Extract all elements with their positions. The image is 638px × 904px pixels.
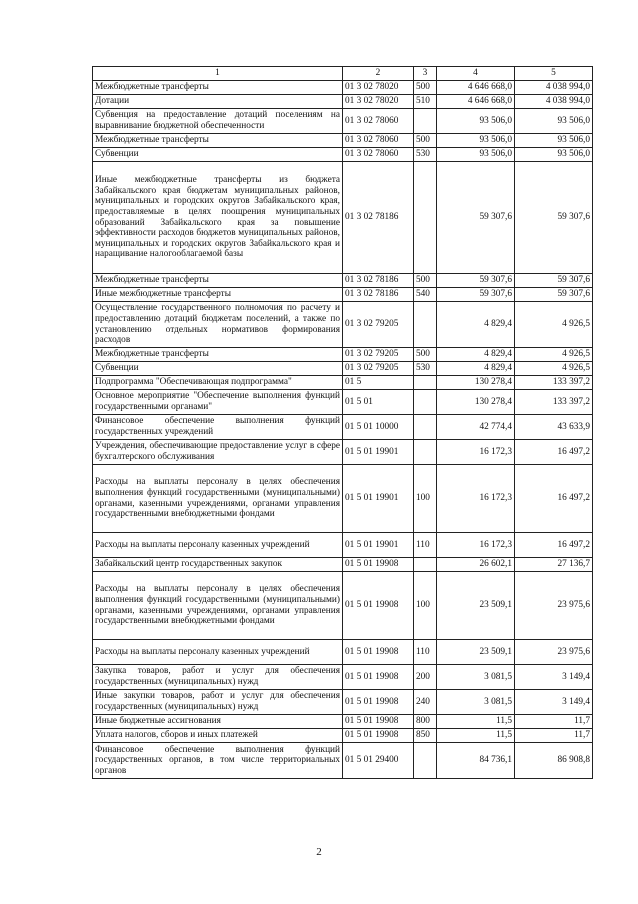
row-vr: 200 [414,665,437,690]
row-value-4: 16 172,3 [437,440,515,465]
row-value-4: 93 506,0 [437,109,515,134]
row-value-5: 3 149,4 [515,690,593,715]
row-code: 01 5 01 19908 [343,729,414,743]
row-value-5: 86 908,8 [515,743,593,779]
header-cell-4: 4 [437,67,515,81]
row-value-4: 4 646 668,0 [437,95,515,109]
row-value-5: 23 975,6 [515,572,593,640]
row-value-5: 93 506,0 [515,148,593,162]
row-name: Иные бюджетные ассигнования [93,715,343,729]
header-cell-5: 5 [515,67,593,81]
row-name: Осуществление государственного полномочия по расчету и предоставлению дотаций бюджетам поселений, а также по установлению отдельных нормативов формирования расходов [93,302,343,348]
row-code: 01 3 02 79205 [343,302,414,348]
row-value-4: 4 829,4 [437,362,515,376]
table-row [93,362,593,376]
row-value-5: 59 307,6 [515,288,593,302]
row-value-5: 4 926,5 [515,348,593,362]
table-row [93,109,593,134]
row-value-4: 11,5 [437,715,515,729]
table-row [93,558,593,572]
row-value-4: 59 307,6 [437,162,515,274]
row-code: 01 3 02 78020 [343,95,414,109]
row-vr [414,109,437,134]
row-name: Иные межбюджетные трансферты из бюджета Забайкальского края бюджетам муниципальных районов, муниципальных и городских округов Забайкальского края, предоставляемые в целях поощрения муниципальных образований Забайкальского края за повышение эффективности расходов бюджетов муниципальных районов, муниципальных и городских округов Забайкальского края и наращивание налогооблагаемой базы [93,162,343,274]
row-code: 01 5 01 29400 [343,743,414,779]
row-name: Закупка товаров, работ и услуг для обеспечения государственных (муниципальных) нужд [93,665,343,690]
row-vr [414,390,437,415]
row-vr: 500 [414,348,437,362]
row-code: 01 5 01 19901 [343,465,414,533]
table-row [93,572,593,640]
row-name: Дотации [93,95,343,109]
row-value-4: 16 172,3 [437,465,515,533]
table-body [93,67,593,779]
row-vr [414,558,437,572]
row-code: 01 5 01 19908 [343,640,414,665]
table-row [93,288,593,302]
table-row [93,440,593,465]
table-row [93,665,593,690]
row-name: Иные закупки товаров, работ и услуг для обеспечения государственных (муниципальных) нужд [93,690,343,715]
row-name: Межбюджетные трансферты [93,134,343,148]
row-code: 01 3 02 78060 [343,134,414,148]
row-value-5: 4 926,5 [515,362,593,376]
row-name: Расходы на выплаты персоналу в целях обеспечения выполнения функций государственными (муниципальными) органами, казенными учреждениями, органами управления государственными внебюджетными фондами [93,465,343,533]
row-vr: 510 [414,95,437,109]
row-value-5: 59 307,6 [515,274,593,288]
row-code: 01 5 01 19901 [343,533,414,558]
budget-table [92,66,593,779]
row-code: 01 5 01 19901 [343,440,414,465]
row-name: Межбюджетные трансферты [93,81,343,95]
table-row [93,134,593,148]
row-vr: 530 [414,362,437,376]
row-name: Межбюджетные трансферты [93,348,343,362]
row-value-5: 16 497,2 [515,465,593,533]
row-name: Субвенции [93,362,343,376]
header-cell-2: 2 [343,67,414,81]
row-name: Основное мероприятие "Обеспечение выполнения функций государственными органами" [93,390,343,415]
row-vr: 540 [414,288,437,302]
row-vr: 530 [414,148,437,162]
row-name: Забайкальский центр государственных закупок [93,558,343,572]
row-code: 01 5 01 19908 [343,558,414,572]
row-code: 01 3 02 78060 [343,148,414,162]
row-value-4: 4 829,4 [437,348,515,362]
row-code: 01 5 01 19908 [343,715,414,729]
row-name: Финансовое обеспечение выполнения функций государственных учреждений [93,415,343,440]
row-name: Финансовое обеспечение выполнения функций государственных органов, в том числе территориальных органов [93,743,343,779]
row-code: 01 5 01 19908 [343,690,414,715]
row-value-5: 27 136,7 [515,558,593,572]
row-value-5: 11,7 [515,715,593,729]
row-vr [414,302,437,348]
row-code: 01 3 02 78186 [343,162,414,274]
row-value-5: 16 497,2 [515,533,593,558]
row-value-4: 4 646 668,0 [437,81,515,95]
row-code: 01 5 01 19908 [343,665,414,690]
row-value-5: 4 038 994,0 [515,81,593,95]
row-vr [414,415,437,440]
row-value-4: 130 278,4 [437,376,515,390]
row-value-4: 93 506,0 [437,148,515,162]
header-cell-1: 1 [93,67,343,81]
table-row [93,533,593,558]
row-value-5: 93 506,0 [515,134,593,148]
row-value-5: 93 506,0 [515,109,593,134]
row-vr: 800 [414,715,437,729]
row-value-4: 23 509,1 [437,640,515,665]
row-code: 01 3 02 78020 [343,81,414,95]
row-value-4: 23 509,1 [437,572,515,640]
row-value-4: 11,5 [437,729,515,743]
row-vr [414,440,437,465]
row-value-5: 11,7 [515,729,593,743]
table-row [93,743,593,779]
table-row [93,302,593,348]
row-name: Уплата налогов, сборов и иных платежей [93,729,343,743]
table-row [93,465,593,533]
row-vr: 500 [414,81,437,95]
row-value-4: 130 278,4 [437,390,515,415]
table-row [93,274,593,288]
table-row [93,390,593,415]
row-value-4: 4 829,4 [437,302,515,348]
row-value-4: 42 774,4 [437,415,515,440]
row-name: Расходы на выплаты персоналу в целях обеспечения выполнения функций государственными (муниципальными) органами, казенными учреждениями, органами управления государственными внебюджетными фондами [93,572,343,640]
table-row [93,415,593,440]
row-value-4: 59 307,6 [437,274,515,288]
row-vr: 500 [414,274,437,288]
table-row [93,81,593,95]
row-value-5: 3 149,4 [515,665,593,690]
page-number: 2 [316,846,322,858]
row-vr: 240 [414,690,437,715]
row-value-5: 59 307,6 [515,162,593,274]
row-name: Расходы на выплаты персоналу казенных учреждений [93,533,343,558]
row-value-4: 93 506,0 [437,134,515,148]
row-vr [414,162,437,274]
row-value-5: 43 633,9 [515,415,593,440]
row-code: 01 5 01 19908 [343,572,414,640]
table-row [93,640,593,665]
row-name: Расходы на выплаты персоналу казенных учреждений [93,640,343,665]
table-row [93,95,593,109]
row-code: 01 3 02 78186 [343,274,414,288]
row-vr: 500 [414,134,437,148]
row-value-5: 23 975,6 [515,640,593,665]
row-vr: 110 [414,640,437,665]
row-value-5: 16 497,2 [515,440,593,465]
row-value-4: 84 736,1 [437,743,515,779]
row-vr: 100 [414,572,437,640]
table-row [93,162,593,274]
row-code: 01 3 02 79205 [343,362,414,376]
table-row [93,715,593,729]
row-name: Иные межбюджетные трансферты [93,288,343,302]
row-name: Межбюджетные трансферты [93,274,343,288]
row-vr: 110 [414,533,437,558]
row-code: 01 5 01 10000 [343,415,414,440]
row-value-5: 4 038 994,0 [515,95,593,109]
row-value-4: 59 307,6 [437,288,515,302]
row-code: 01 3 02 79205 [343,348,414,362]
row-code: 01 3 02 78186 [343,288,414,302]
row-value-4: 3 081,5 [437,690,515,715]
row-name: Субвенция на предоставление дотаций поселениям на выравнивание бюджетной обеспеченности [93,109,343,134]
row-vr [414,743,437,779]
table-row [93,690,593,715]
row-value-5: 133 397,2 [515,376,593,390]
header-cell-3: 3 [414,67,437,81]
row-value-4: 26 602,1 [437,558,515,572]
row-vr: 100 [414,465,437,533]
row-value-4: 3 081,5 [437,665,515,690]
table-row [93,148,593,162]
table-row [93,376,593,390]
row-value-5: 4 926,5 [515,302,593,348]
row-code: 01 5 [343,376,414,390]
row-name: Подпрограмма "Обеспечивающая подпрограмма" [93,376,343,390]
row-vr: 850 [414,729,437,743]
row-name: Субвенции [93,148,343,162]
row-vr [414,376,437,390]
row-code: 01 5 01 [343,390,414,415]
row-code: 01 3 02 78060 [343,109,414,134]
row-value-4: 16 172,3 [437,533,515,558]
row-name: Учреждения, обеспечивающие предоставление услуг в сфере бухгалтерского обслуживания [93,440,343,465]
table-row [93,348,593,362]
table-header-row [93,67,593,81]
table-row [93,729,593,743]
row-value-5: 133 397,2 [515,390,593,415]
